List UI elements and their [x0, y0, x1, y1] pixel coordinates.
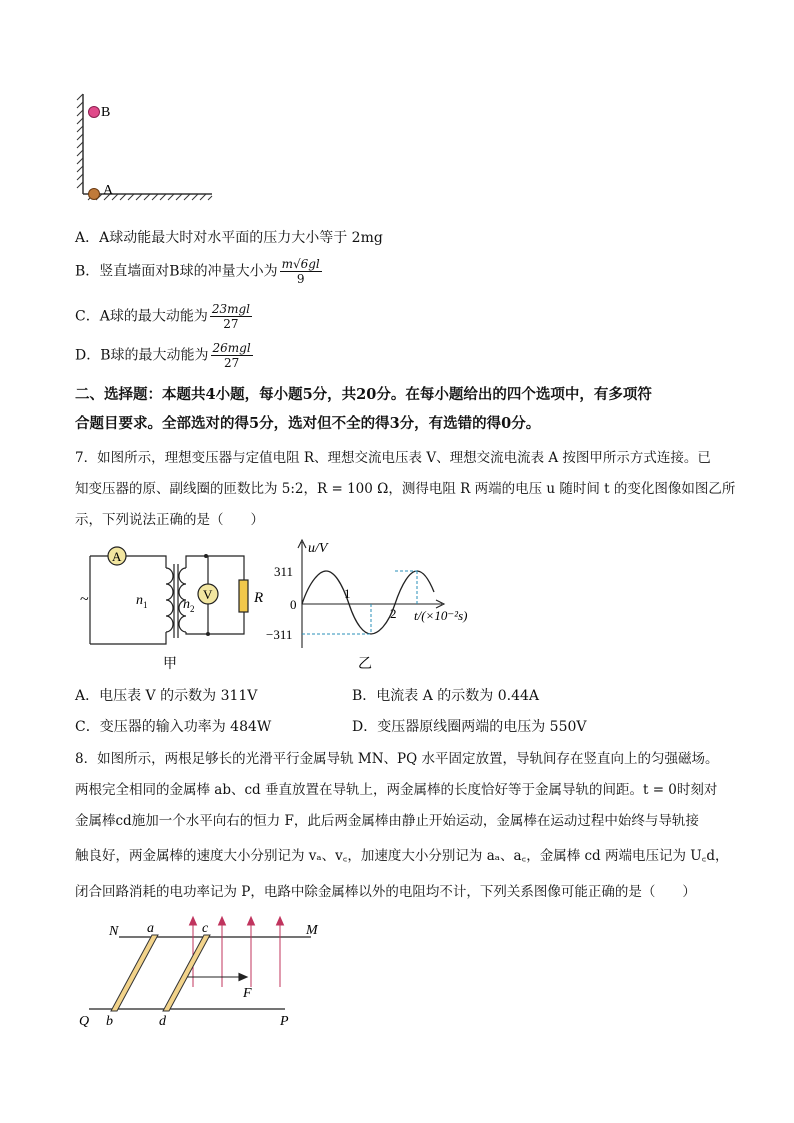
- q6-option-d-fraction: [211, 341, 253, 370]
- label-m: M: [306, 923, 318, 938]
- label-d: d: [159, 1014, 166, 1029]
- x-axis-label: t/(×10⁻²s): [414, 608, 468, 623]
- zero-label: 0: [290, 597, 297, 612]
- q6-option-d-den: 27: [223, 356, 240, 370]
- label-q: Q: [79, 1014, 90, 1029]
- q6-option-d: [75, 341, 253, 370]
- ball-b: [89, 107, 100, 118]
- label-c: c: [202, 921, 209, 936]
- q8-line3: 金属棒cd施加一个水平向右的恒力 F，此后两金属棒由静止开始运动，金属棒在运动过程中始终与导轨接: [75, 813, 699, 829]
- figure-rod-wall: [70, 88, 220, 213]
- y-min-label: −311: [266, 627, 293, 642]
- q6-option-b: [75, 257, 322, 286]
- figure-voltage-graph-yi: [264, 538, 484, 673]
- caption-jia: 甲: [163, 657, 177, 672]
- figure-circuit-jia: [78, 538, 278, 673]
- q6-option-c-num: 23mgl: [211, 302, 250, 316]
- q7-line2: 知变压器的原、副线圈的匝数比为 5:2，R = 100 Ω，测得电阻 R 两端的电压 u 随时间 t 的变化图像如图乙所: [75, 481, 736, 497]
- q6-option-b-den: 9: [296, 272, 305, 286]
- q8-line2: 两根完全相同的金属棒 ab、cd 垂直放置在导轨上，两金属棒的长度恰好等于金属导轨的间距。t = 0时刻对: [75, 782, 718, 798]
- rod-cd: [163, 935, 210, 1011]
- q7-option-b: B．电流表 A 的示数为 0.44A: [352, 688, 540, 704]
- y-axis-label: u/V: [308, 541, 328, 556]
- voltage-curve: [302, 571, 434, 634]
- q6-option-c-fraction: [210, 302, 252, 331]
- section2-line1: 二、选择题：本题共4小题，每小题5分，共20分。在每小题给出的四个选项中，有多项符: [75, 386, 652, 403]
- q6-option-c: [75, 302, 252, 331]
- q6-option-d-num: 26mgl: [212, 341, 251, 355]
- q8-line4: 触良好，两金属棒的速度大小分别记为 vₐ、v꜀，加速度大小分别记为 aₐ、a꜀，金属棒 cd 两端电压记为 U꜀d，: [75, 848, 729, 864]
- label-p: P: [280, 1014, 289, 1029]
- q6-option-b-fraction: [280, 257, 322, 286]
- q7-option-a: A．电压表 V 的示数为 311V: [75, 688, 258, 704]
- q6-option-b-num: m√6gl: [281, 257, 320, 271]
- ac-source-symbol: ~: [80, 591, 89, 608]
- q6-option-d-text: D．B球的最大动能为: [75, 347, 209, 364]
- voltmeter-label: V: [203, 587, 213, 602]
- ball-a: [89, 189, 100, 200]
- x-tick-2: 2: [390, 606, 397, 621]
- label-f: F: [243, 986, 252, 1001]
- x-tick-1: 1: [344, 586, 351, 601]
- q6-option-c-den: 27: [223, 317, 239, 331]
- label-a: a: [147, 921, 154, 936]
- label-b: B: [101, 105, 111, 120]
- q7-option-d: D．变压器原线圈两端的电压为 550V: [352, 719, 587, 735]
- q7-line3: 示，下列说法正确的是（ ）: [75, 512, 264, 528]
- label-a: A: [103, 183, 114, 198]
- q6-option-c-text: C．A球的最大动能为: [75, 308, 208, 325]
- y-max-label: 311: [274, 564, 294, 579]
- caption-yi: 乙: [358, 657, 372, 672]
- label-n: N: [109, 924, 119, 939]
- resistor-label: R: [254, 590, 264, 606]
- figure-rails: [75, 915, 335, 1030]
- ammeter-label: A: [112, 549, 122, 564]
- q6-option-a: A．A球动能最大时对水平面的压力大小等于 2mg: [75, 230, 383, 246]
- n1-label: $n_1$: [136, 593, 148, 610]
- q8-line1: 8．如图所示，两根足够长的光滑平行金属导轨 MN、PQ 水平固定放置，导轨间存在竖直向上的匀强磁场。: [75, 751, 719, 767]
- q7-line1: 7．如图所示，理想变压器与定值电阻 R、理想交流电压表 V、理想交流电流表 A 按图甲所示方式连接。已: [75, 450, 711, 466]
- rod-ab: [111, 935, 158, 1011]
- q7-option-c: C．变压器的输入功率为 484W: [75, 719, 272, 735]
- section2-line2: 合题目要求。全部选对的得5分，选对但不全的得3分，有选错的得0分。: [75, 415, 541, 432]
- q8-line5: 闭合回路消耗的电功率记为 P，电路中除金属棒以外的电阻均不计，下列关系图像可能正确的是（ ）: [75, 884, 696, 900]
- n2-label: $n_2$: [183, 597, 195, 614]
- q6-option-b-text: B．竖直墙面对B球的冲量大小为: [75, 263, 278, 280]
- label-b: b: [106, 1014, 113, 1029]
